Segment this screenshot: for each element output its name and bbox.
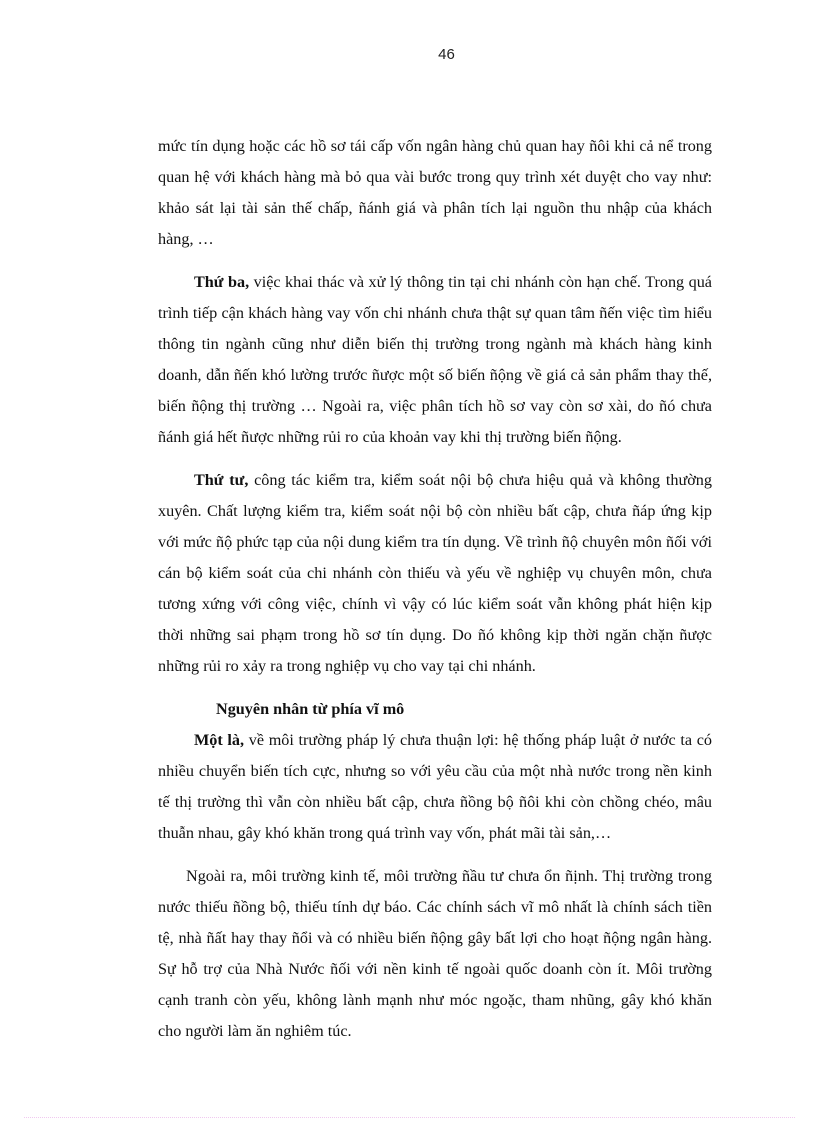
paragraph-text: việc khai thác và xử lý thông tin tại chi nhánh còn hạn chế. Trong quá trình tiếp cận khách hàng vay vốn chi nhánh chưa thật sự quan tâm ñến việc tìm hiểu thông tin ngành cũng như diễn biến thị trường trong ngành mà khách hàng kinh doanh, dẫn ñến khó lường trước ñược một số biến ñộng về giá cả sản phẩm thay thế, biến ñộng thị trường … Ngoài ra, việc phân tích hồ sơ vay còn sơ xài, do ñó chưa ñánh giá hết ñược những rủi ro của khoản vay khi thị trường biến ñộng. [158, 273, 712, 446]
paragraph-thu-ba [158, 267, 712, 453]
paragraph-lead: Thứ tư, [194, 471, 249, 489]
paragraph-ngoai-ra [158, 861, 712, 1047]
paragraph-text: Ngoài ra, môi trường kinh tế, môi trường ñầu tư chưa ổn ñịnh. Thị trường trong nước thiếu ñồng bộ, thiếu tính dự báo. Các chính sách vĩ mô nhất là chính sách tiền tệ, nhà ñất hay thay ñổi và có nhiều biến ñộng gây bất lợi cho hoạt ñộng ngân hàng. Sự hỗ trợ của Nhà Nước ñối với nền kinh tế ngoài quốc doanh còn ít. Môi trường cạnh tranh còn yếu, không lành mạnh như móc ngoặc, tham nhũng, gây khó khăn cho người làm ăn nghiêm túc. [158, 867, 712, 1040]
page-bottom-border [24, 1117, 795, 1118]
paragraph-lead: Thứ ba, [194, 273, 250, 291]
document-body [158, 131, 712, 1047]
section-heading: Nguyên nhân từ phía vĩ mô [216, 700, 405, 718]
paragraph-lead: Một là, [194, 731, 245, 749]
paragraph-text: mức tín dụng hoặc các hồ sơ tái cấp vốn ngân hàng chủ quan hay ñôi khi cả nể trong quan hệ với khách hàng mà bỏ qua vài bước trong quy trình xét duyệt cho vay như: khảo sát lại tài sản thế chấp, ñánh giá và phân tích lại nguồn thu nhập của khách hàng, … [158, 137, 712, 248]
paragraph-text: về môi trường pháp lý chưa thuận lợi: hệ thống pháp luật ở nước ta có nhiều chuyển biến tích cực, nhưng so với yêu cầu của một nhà nước trong nền kinh tế thị trường thì vẫn còn nhiều bất cập, chưa ñồng bộ ñôi khi còn chồng chéo, mâu thuẫn nhau, gây khó khăn trong quá trình vay vốn, phát mãi tài sản,… [158, 731, 713, 842]
paragraph-mot-la [158, 725, 712, 849]
paragraph-continuation [158, 131, 712, 255]
paragraph-thu-tu [158, 465, 712, 682]
paragraph-text: công tác kiểm tra, kiểm soát nội bộ chưa hiệu quả và không thường xuyên. Chất lượng kiểm tra, kiểm soát nội bộ còn nhiều bất cập, chưa ñáp ứng kịp với mức ñộ phức tạp của nội dung kiểm tra tín dụng. Về trình ñộ chuyên môn ñối với cán bộ kiểm soát của chi nhánh còn thiếu và yếu về nghiệp vụ chuyên môn, chưa tương xứng với công việc, chính vì vậy có lúc kiểm soát vẫn không phát hiện kịp thời những sai phạm trong hồ sơ tín dụng. Do ñó không kịp thời ngăn chặn ñược những rủi ro xảy ra trong nghiệp vụ cho vay tại chi nhánh. [158, 471, 712, 675]
page-number: 46 [438, 46, 455, 63]
